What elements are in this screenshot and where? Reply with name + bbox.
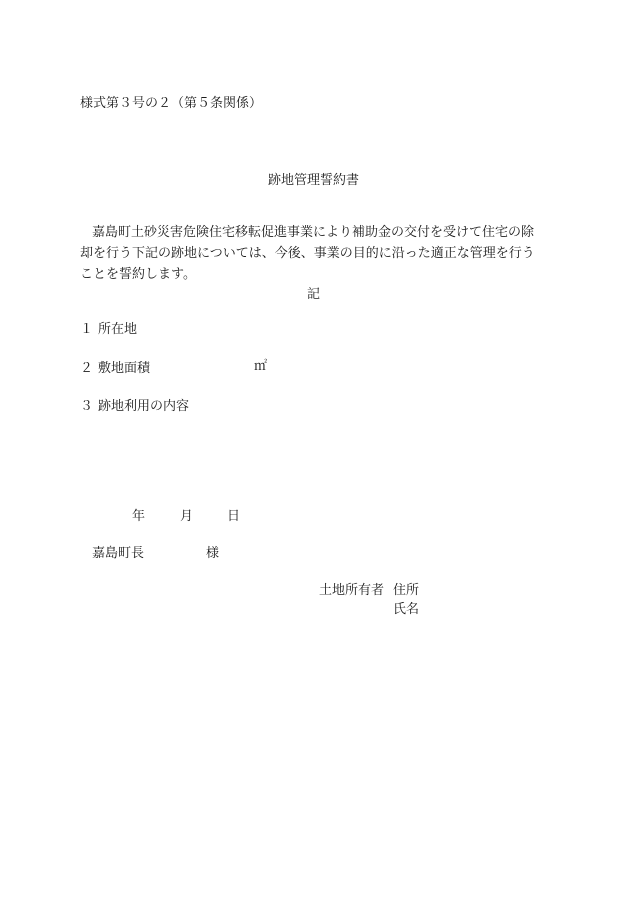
item-number: １ xyxy=(80,322,94,337)
addressee-honorific: 様 xyxy=(206,546,220,561)
item-location xyxy=(80,323,137,336)
form-number: 様式第３号の２（第５条関係） xyxy=(80,96,263,111)
body-text-line-1: 嘉島町土砂災害危険住宅移転促進事業により補助金の交付を受けて住宅の除 xyxy=(92,225,535,240)
document-title: 跡地管理誓約書 xyxy=(268,173,360,188)
owner-label: 土地所有者 xyxy=(319,583,385,598)
date-year-label: 年 xyxy=(132,509,146,524)
addressee-name: 嘉島町長 xyxy=(92,546,145,561)
body-text-line-3: ことを誓約します。 xyxy=(80,267,196,282)
item-land-use xyxy=(80,400,189,413)
date-day-label: 日 xyxy=(227,509,241,524)
item-site-area xyxy=(80,362,150,375)
item-number: ２ xyxy=(80,361,94,376)
item-label: 所在地 xyxy=(98,322,138,337)
owner-address-label: 住所 xyxy=(393,583,420,598)
item-number: ３ xyxy=(80,399,94,414)
area-unit: ㎡ xyxy=(254,359,268,374)
ki-heading: 記 xyxy=(307,287,321,302)
date-month-label: 月 xyxy=(180,509,194,524)
item-label: 跡地利用の内容 xyxy=(98,399,190,414)
item-label: 敷地面積 xyxy=(98,361,151,376)
owner-name-label: 氏名 xyxy=(393,602,420,617)
body-text-line-2: 却を行う下記の跡地については、今後、事業の目的に沿った適正な管理を行う xyxy=(80,246,535,261)
